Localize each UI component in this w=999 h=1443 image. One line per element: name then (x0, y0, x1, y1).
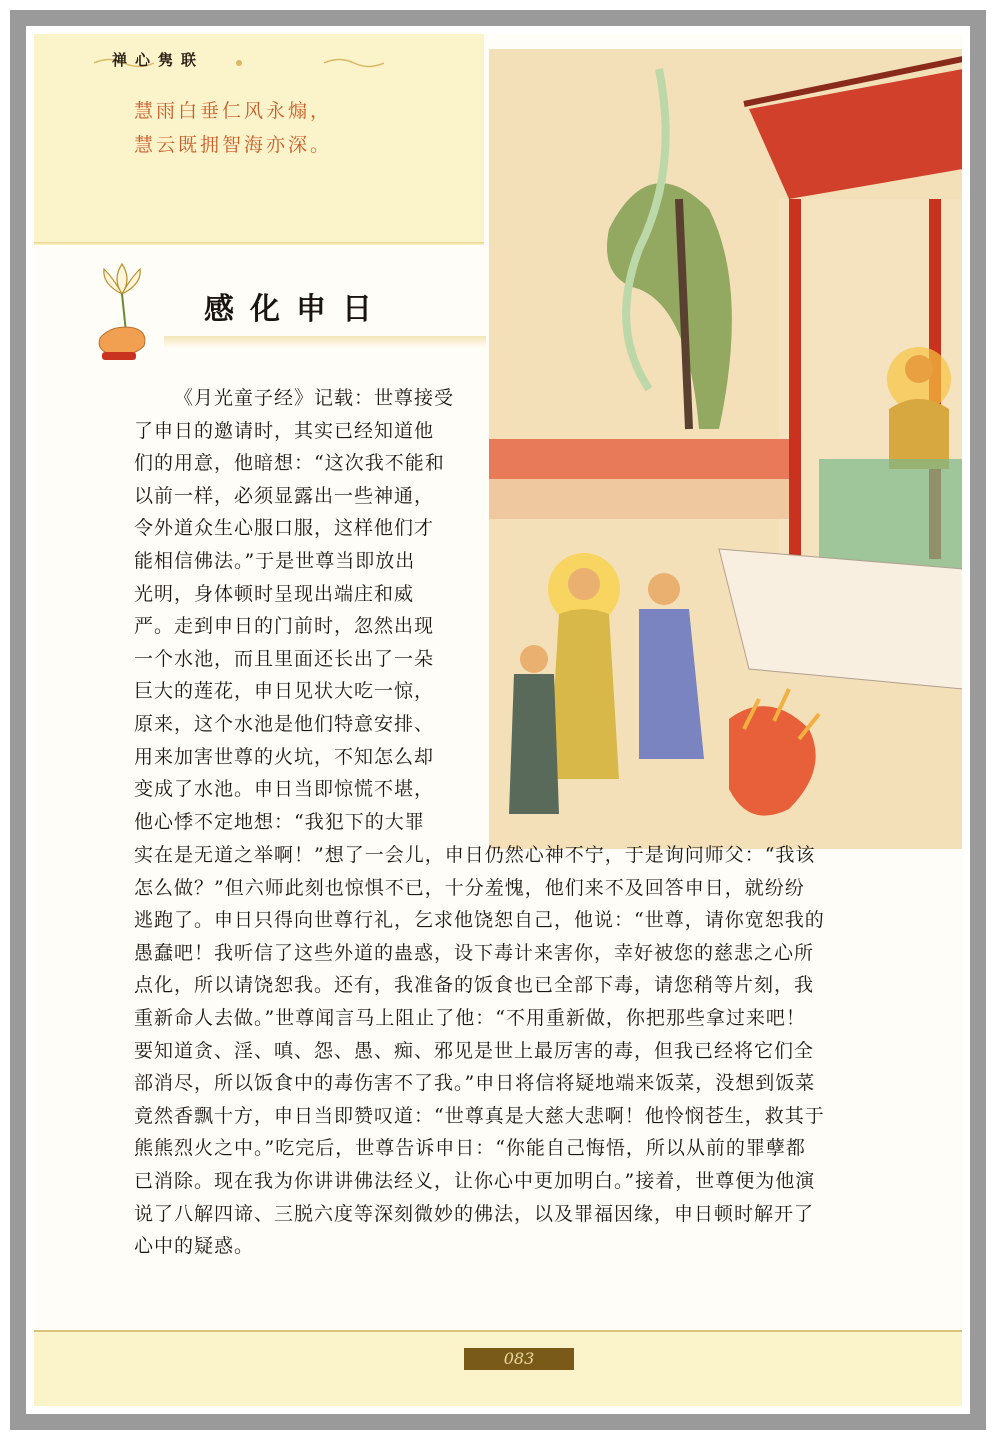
text-line: 严。走到申日的门前时，忽然出现 (134, 615, 435, 638)
text-line: 一个水池，而且里面还长出了一朵 (134, 647, 435, 670)
text-line: 用来加害世尊的火坑，不知怎么却 (134, 745, 435, 768)
text-line: 能相信佛法。”于是世尊当即放出 (134, 549, 416, 572)
article-title: 感化申日 (204, 292, 388, 327)
article-body-narrow (134, 382, 494, 838)
text-line: 实在是无道之举啊！”想了一会儿，申日仍然心神不宁，于是询问师父：“我该 (134, 844, 816, 866)
lotus-hand-icon (82, 254, 162, 364)
text-line: 原来，这个水池是他们特意安排、 (134, 712, 435, 735)
text-line: 要知道贪、淫、嗔、怨、愚、痴、邪见是世上最厉害的毒，但我已经将它们全 (134, 1039, 815, 1062)
buddhist-painting (489, 49, 962, 849)
couplet-line-1: 慧雨白垂仁风永煽， (134, 100, 333, 122)
footer-rule (34, 1330, 962, 1332)
text-line: 说了八解四谛、三脱六度等深刻微妙的佛法，以及罪福因缘，申日顿时解开了 (134, 1202, 815, 1225)
text-line: 点化，所以请饶恕我。还有，我准备的饭食也已全部下毒，请您稍等片刻，我 (134, 974, 815, 997)
text-line: 《月光童子经》记载：世尊接受 (174, 387, 455, 409)
text-line: 愚蠢吧！我听信了这些外道的蛊惑，设下毒计来害你，幸好被您的慈悲之心所 (134, 941, 815, 964)
text-line: 重新命人去做。”世尊闻言马上阻止了他：“不用重新做，你把那些拿过来吧！ (134, 1006, 806, 1029)
article-body-wide (134, 839, 924, 1263)
title-underline (164, 336, 486, 348)
text-line: 变成了水池。申日当即惊慌不堪， (134, 778, 435, 801)
text-line: 光明，身体顿时呈现出端庄和威 (134, 582, 415, 605)
couplet-header-box (34, 34, 484, 244)
couplet-line-2: 慧云既拥智海亦深。 (134, 134, 333, 156)
text-line: 以前一样，必须显露出一些神通， (134, 484, 435, 507)
text-line: 熊熊烈火之中。”吃完后，世尊告诉申日：“你能自己悔悟，所以从前的罪孽都 (134, 1137, 806, 1160)
book-page (34, 34, 962, 1406)
text-line: 部消尽，所以饭食中的毒伤害不了我。”申日将信将疑地端来饭菜，没想到饭菜 (134, 1072, 816, 1095)
text-line: 巨大的莲花，申日见状大吃一惊， (134, 680, 435, 703)
page-number: 083 (464, 1348, 574, 1370)
text-line: 心中的疑惑。 (134, 1235, 255, 1258)
text-line: 怎么做？”但六师此刻也惊惧不已，十分羞愧，他们来不及回答申日，就纷纷 (134, 876, 805, 899)
text-line: 逃跑了。申日只得向世尊行礼，乞求他饶恕自己，他说：“世尊，请你宽恕我的 (134, 909, 825, 932)
text-line: 已消除。现在我为你讲讲佛法经义，让你心中更加明白。”接着，世尊便为他演 (134, 1169, 816, 1192)
divider-rule (34, 242, 484, 245)
text-line: 们的用意，他暗想：“这次我不能和 (134, 452, 445, 475)
text-line: 他心悸不定地想：“我犯下的大罪 (134, 810, 425, 833)
text-line: 了申日的邀请时，其实已经知道他 (134, 419, 435, 442)
text-line: 令外道众生心服口服，这样他们才 (134, 517, 435, 540)
series-title: 禅心隽联 (112, 51, 205, 69)
text-line: 竟然香飘十方，申日当即赞叹道：“世尊真是大慈大悲啊！他怜悯苍生，救其于 (134, 1104, 825, 1127)
